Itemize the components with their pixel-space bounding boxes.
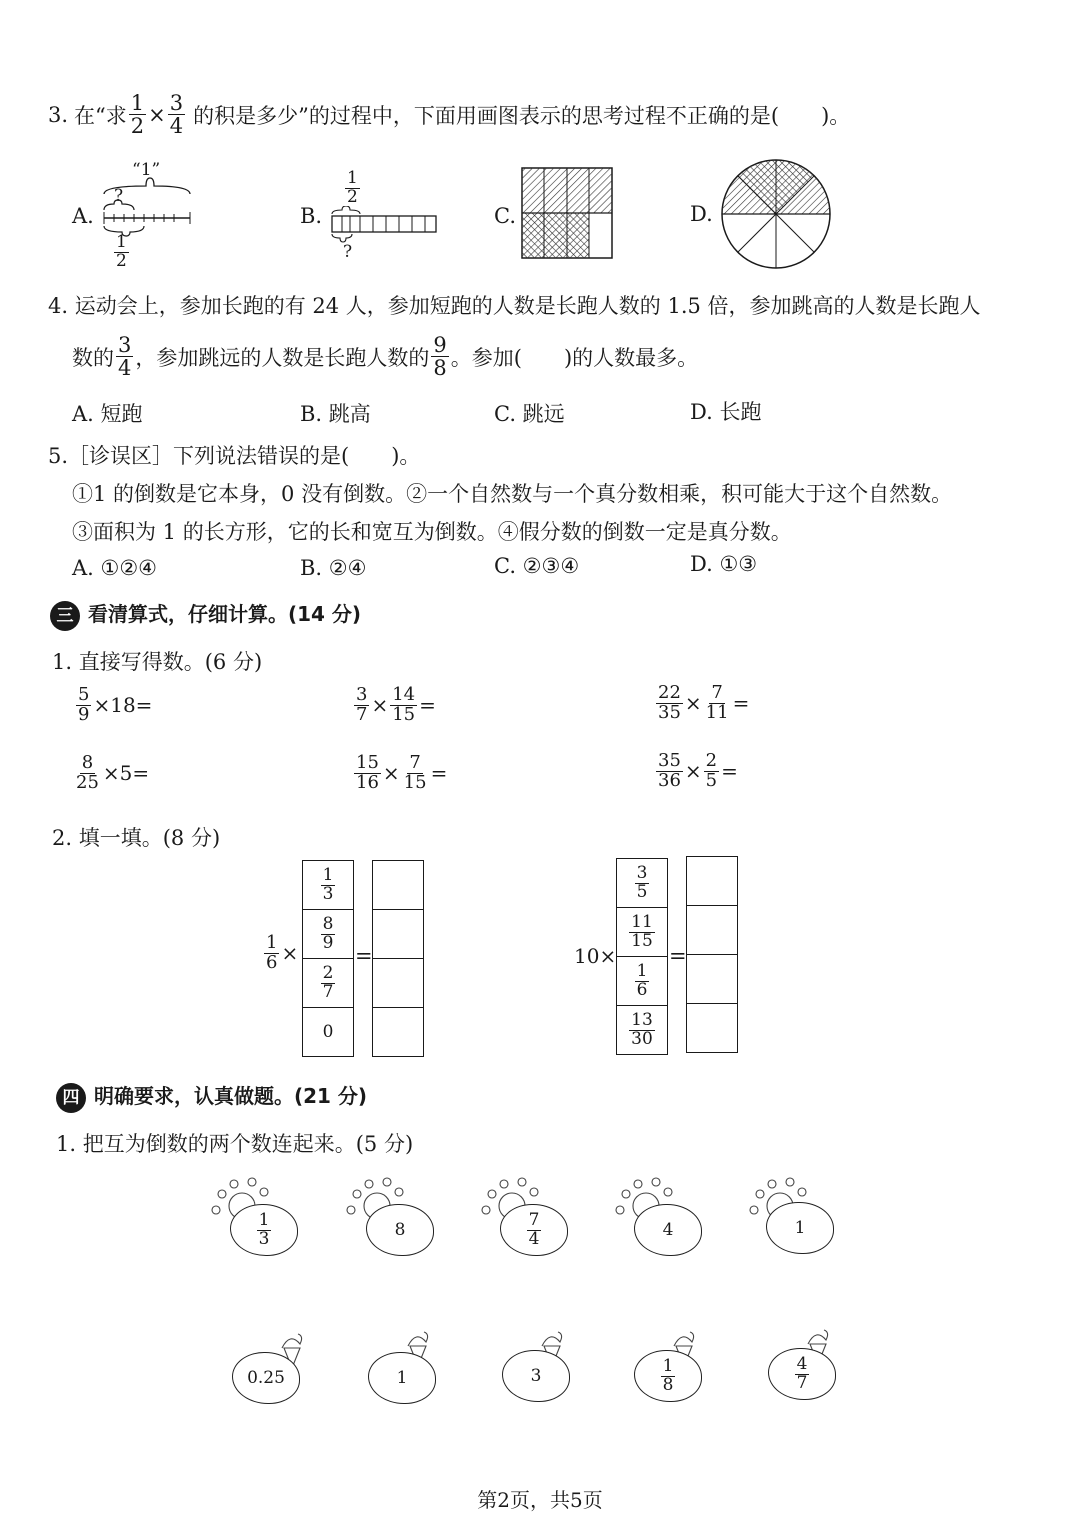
fraction: $\frac{3}{5}$ bbox=[636, 862, 648, 902]
fraction: $\frac{8}{25}$ bbox=[76, 752, 99, 793]
q3-option-d-label[interactable]: D. bbox=[690, 202, 713, 226]
fraction: $\frac{5}{9}$ bbox=[78, 684, 90, 725]
q3-stem: 3. 在“求 $\frac{1}{2}$ × $\frac{3}{4}$ 的积是多少”的过程中，下面用画图表示的思考过程不正确的是( )。 bbox=[48, 91, 851, 139]
section-4-header: 四 明确要求，认真做题。(21 分) bbox=[56, 1080, 367, 1113]
q3-option-b-label[interactable]: B. bbox=[300, 204, 323, 228]
q3-option-c-label[interactable]: C. bbox=[494, 204, 516, 228]
fraction: $\frac{7}{15}$ bbox=[403, 752, 427, 793]
fraction: $\frac{1}{2}$ bbox=[130, 91, 145, 139]
fraction: $\frac{1}{2}$ bbox=[347, 168, 358, 207]
fraction: $\frac{3}{4}$ bbox=[118, 333, 132, 381]
section-3-header: 三 看清算式，仔细计算。(14 分) bbox=[50, 598, 361, 631]
fill-left-factors: $\frac{1}{3}$ $\frac{8}{9}$ $\frac{2}{7}$ 0 bbox=[302, 860, 354, 1057]
bottom-number-0.25[interactable]: 0.25 bbox=[232, 1352, 300, 1404]
calc-r2-b: $\frac{15}{16}$ × $\frac{7}{15}$ = bbox=[356, 752, 448, 793]
calc-r2-a: $\frac{8}{25}$ × 5 = bbox=[76, 752, 150, 793]
bottom-number-4-7[interactable] bbox=[768, 1348, 836, 1400]
q4-option-c[interactable]: C. 跳远 bbox=[494, 402, 565, 426]
fraction: $\frac{1}{8}$ bbox=[662, 1355, 674, 1395]
fraction: $\frac{1}{3}$ bbox=[258, 1209, 270, 1249]
fraction: $\frac{3}{4}$ bbox=[169, 91, 184, 139]
q4-option-d[interactable]: D. 长跑 bbox=[690, 400, 762, 424]
fraction: $\frac{3}{7}$ bbox=[356, 684, 368, 725]
fill-right-multiplier: 10 × bbox=[574, 944, 617, 968]
page-footer: 第2页，共5页 bbox=[477, 1488, 603, 1512]
top-number-1[interactable]: 1 bbox=[766, 1202, 834, 1254]
calc-r1-c: $\frac{22}{35}$ × $\frac{7}{11}$ = bbox=[658, 682, 750, 723]
answer-box[interactable] bbox=[687, 857, 737, 906]
top-number-8[interactable]: 8 bbox=[366, 1204, 434, 1256]
fill-right-equals: = bbox=[669, 944, 687, 968]
q3-a-whole-label: “1” bbox=[132, 160, 161, 180]
fill-right-factors bbox=[616, 858, 668, 1055]
fraction: $\frac{2}{7}$ bbox=[322, 962, 334, 1002]
fraction: $\frac{1}{3}$ bbox=[322, 864, 334, 904]
top-number-1-3[interactable] bbox=[230, 1204, 298, 1256]
q4-line2: 数的 $\frac{3}{4}$ ，参加跳远的人数是长跑人数的 $\frac{9}{8}$ 。参加( )的人数最多。 bbox=[72, 333, 699, 381]
answer-box[interactable] bbox=[687, 906, 737, 955]
q3-option-a-label[interactable]: A. bbox=[72, 204, 94, 228]
fraction: $\frac{35}{36}$ bbox=[658, 750, 681, 791]
fill-left-answers bbox=[372, 860, 424, 1057]
fraction: $\frac{7}{4}$ bbox=[528, 1209, 540, 1249]
fraction: $\frac{13}{30}$ bbox=[631, 1009, 653, 1049]
q4-option-b[interactable]: B. 跳高 bbox=[300, 402, 371, 426]
answer-box[interactable] bbox=[687, 1004, 737, 1052]
calc-r1-a: $\frac{5}{9}$ × 18 = bbox=[78, 684, 153, 725]
q3-b-question-mark: ? bbox=[343, 242, 353, 262]
fill-right-answers bbox=[686, 856, 738, 1053]
answer-box[interactable] bbox=[373, 861, 423, 910]
answer-box[interactable] bbox=[373, 910, 423, 959]
fraction: $\frac{11}{15}$ bbox=[631, 911, 653, 951]
fraction: $\frac{2}{5}$ bbox=[705, 750, 718, 791]
answer-box[interactable] bbox=[373, 1008, 423, 1056]
section-3-badge: 三 bbox=[50, 601, 80, 631]
q3-option-d-diagram bbox=[718, 156, 834, 272]
fraction: $\frac{1}{6}$ bbox=[636, 960, 648, 1000]
calc-r2-c: $\frac{35}{36}$ × $\frac{2}{5}$ = bbox=[658, 750, 738, 791]
fraction: $\frac{4}{7}$ bbox=[796, 1353, 808, 1393]
fraction: $\frac{1}{2}$ bbox=[116, 232, 127, 271]
q5-statement-3-4: ③面积为 1 的长方形，它的长和宽互为倒数。④假分数的倒数一定是真分数。 bbox=[72, 520, 792, 544]
q5-statement-1-2: ①1 的倒数是它本身，0 没有倒数。②一个自然数与一个真分数相乘，积可能大于这个自然数。 bbox=[72, 482, 953, 506]
answer-box[interactable] bbox=[373, 959, 423, 1008]
bottom-number-1[interactable]: 1 bbox=[368, 1352, 436, 1404]
q5-option-a[interactable]: A. ①②④ bbox=[72, 556, 157, 580]
answer-box[interactable] bbox=[687, 955, 737, 1004]
q3-option-c-diagram bbox=[520, 166, 616, 262]
section-4-part-1-title: 1. 把互为倒数的两个数连起来。(5 分) bbox=[56, 1132, 414, 1156]
top-number-7-4[interactable] bbox=[500, 1204, 568, 1256]
fraction: $\frac{14}{15}$ bbox=[392, 684, 416, 725]
q3-a-question-mark: ? bbox=[114, 186, 124, 206]
calc-r1-b: $\frac{3}{7}$ × $\frac{14}{15}$ = bbox=[356, 684, 436, 725]
bottom-number-3[interactable]: 3 bbox=[502, 1350, 570, 1402]
q5-option-c[interactable]: C. ②③④ bbox=[494, 554, 580, 578]
section-3-part-2-title: 2. 填一填。(8 分) bbox=[52, 826, 221, 850]
fraction: $\frac{15}{16}$ bbox=[356, 752, 379, 793]
fraction: $\frac{9}{8}$ bbox=[433, 333, 447, 381]
q5-option-d[interactable]: D. ①③ bbox=[690, 552, 758, 576]
fill-left-equals: = bbox=[355, 944, 373, 968]
fraction: $\frac{1}{6}$ bbox=[266, 932, 278, 973]
fraction: $\frac{7}{11}$ bbox=[705, 682, 729, 723]
fraction: $\frac{22}{35}$ bbox=[658, 682, 681, 723]
top-number-4[interactable]: 4 bbox=[634, 1204, 702, 1256]
q5-option-b[interactable]: B. ②④ bbox=[300, 556, 367, 580]
section-3-part-1-title: 1. 直接写得数。(6 分) bbox=[52, 650, 263, 674]
fill-left-multiplier: $\frac{1}{6}$ × bbox=[266, 932, 299, 973]
q4-line1: 4. 运动会上，参加长跑的有 24 人，参加短跑的人数是长跑人数的 1.5 倍，参加跳高的人数是长跑人 bbox=[48, 294, 981, 318]
q5-stem: 5.［诊误区］下列说法错误的是( )。 bbox=[48, 444, 421, 468]
q4-option-a[interactable]: A. 短跑 bbox=[72, 402, 143, 426]
fraction: $\frac{8}{9}$ bbox=[322, 913, 334, 953]
bottom-number-1-8[interactable] bbox=[634, 1350, 702, 1402]
section-4-badge: 四 bbox=[56, 1083, 86, 1113]
